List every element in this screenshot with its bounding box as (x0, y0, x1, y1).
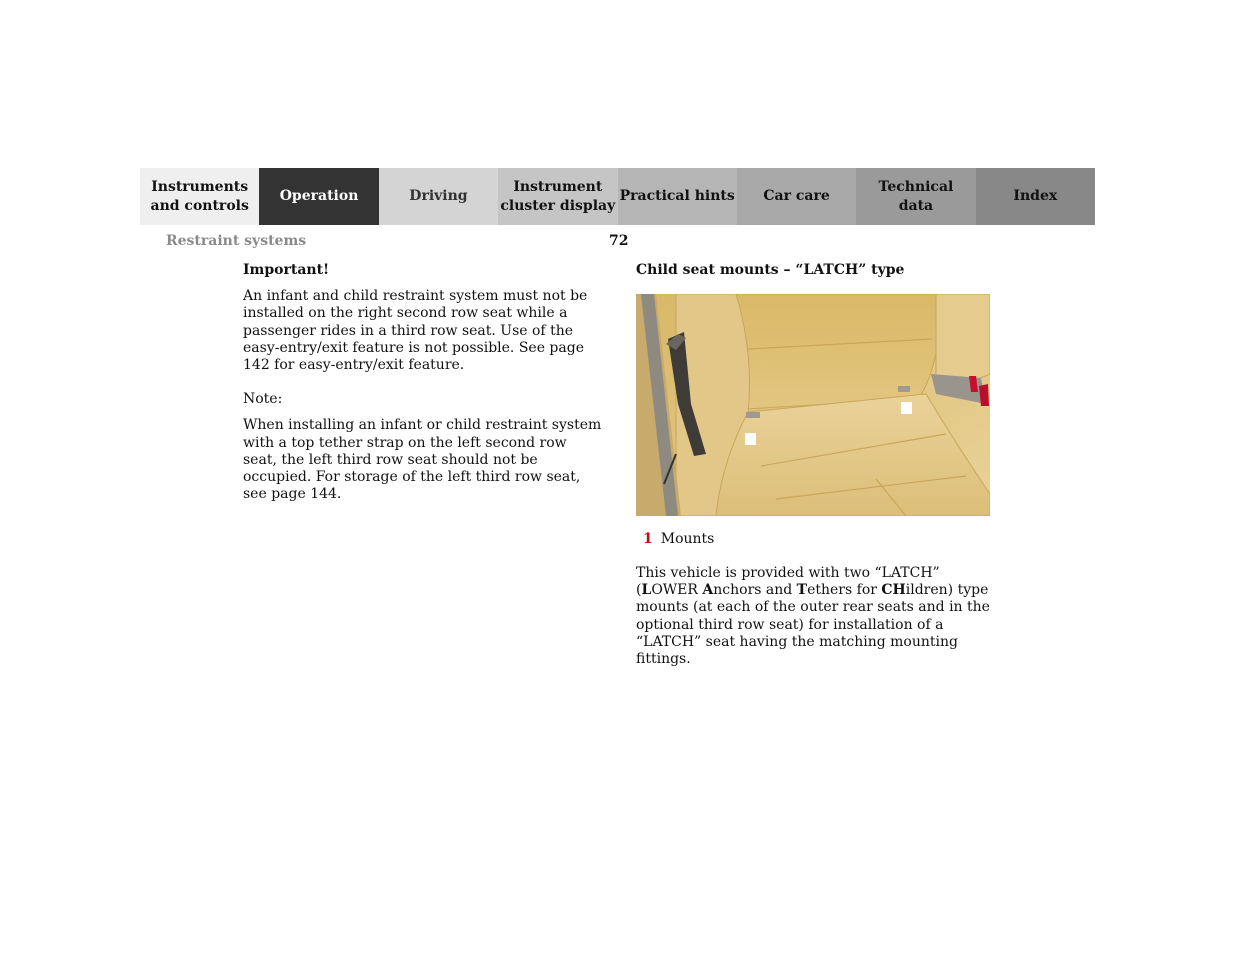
tab-car-care[interactable]: Car care (737, 168, 856, 225)
latch-mounts-illustration (636, 294, 990, 516)
body-text: ethers for (807, 582, 882, 599)
important-heading: Important! (243, 262, 330, 278)
caption-number: 1 (643, 531, 653, 547)
tab-instrument-cluster-display[interactable]: Instrument cluster display (498, 168, 617, 225)
body-text: OWER (651, 582, 703, 599)
body-bold-l: L (641, 582, 652, 599)
section-title: Restraint systems (166, 233, 307, 249)
body-text: nchors and (713, 582, 797, 599)
left-column (243, 262, 603, 503)
important-text: An infant and child restraint system must not be installed on the right second row seat while a passenger rides in a third row seat. Use of the easy-entry/exit feature is not possible. See page 142 for easy-entry/exit feature. (243, 288, 588, 374)
tab-operation[interactable]: Operation (259, 168, 378, 225)
latch-description (636, 565, 996, 668)
body-text: ildren) type mounts (at each of the outer rear seats and in the optional third row seat) for installation of a “LATCH” seat having the matching mounting fittings. (636, 582, 990, 668)
figure-caption (643, 531, 714, 547)
body-text: This vehicle is provided with two “LATCH” ( (636, 565, 940, 599)
caption-label: Mounts (660, 531, 715, 547)
body-bold-t: T (796, 582, 808, 599)
tab-index[interactable]: Index (976, 168, 1095, 225)
note-text: When installing an infant or child restraint system with a top tether strap on the left second row seat, the left third row seat should not be occupied. For storage of the left third row seat, see page 144. (243, 417, 602, 503)
page-number: 72 (609, 233, 629, 249)
latch-heading: Child seat mounts – “LATCH” type (636, 262, 905, 278)
note-heading: Note: (243, 391, 283, 408)
right-column (636, 262, 996, 279)
tab-practical-hints[interactable]: Practical hints (618, 168, 737, 225)
chapter-tabs (140, 168, 1095, 225)
body-bold-ch: CH (881, 582, 906, 599)
tab-instruments-and-controls[interactable]: Instruments and controls (140, 168, 259, 225)
tab-technical-data[interactable]: Technical data (856, 168, 975, 225)
tab-driving[interactable]: Driving (379, 168, 498, 225)
body-bold-a: A (702, 582, 714, 599)
